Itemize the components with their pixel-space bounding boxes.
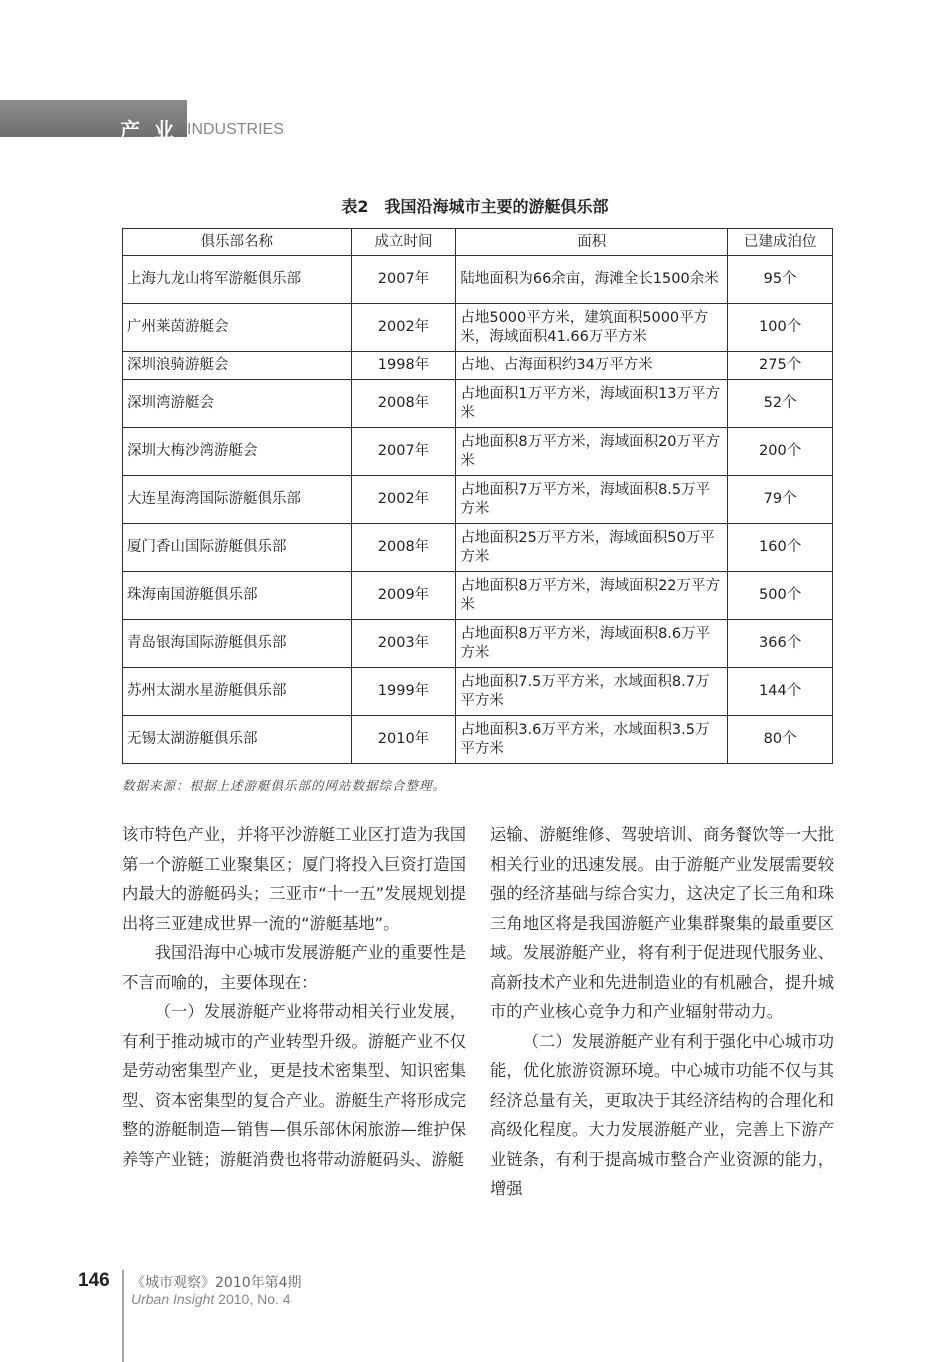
body-column-right [490,820,834,1204]
table-row [123,256,833,304]
column-header-area: 面积 [456,229,728,256]
club-berths: 100个 [728,304,833,352]
journal-title-en [131,1291,291,1307]
table-row [123,380,833,428]
club-area: 占地面积8万平方米，海域面积22万平方米 [456,572,728,620]
table-row [123,524,833,572]
club-name: 深圳浪骑游艇会 [123,352,352,380]
club-area: 占地5000平方米，建筑面积5000平方米，海域面积41.66万平方米 [456,304,728,352]
club-year: 2008年 [351,524,456,572]
club-area: 占地面积8万平方米，海域面积20万平方米 [456,428,728,476]
club-name: 苏州太湖水星游艇俱乐部 [123,668,352,716]
section-title-en: INDUSTRIES [187,121,284,138]
page-number: 146 [78,1270,110,1291]
club-berths: 200个 [728,428,833,476]
yacht-clubs-table [122,228,833,764]
club-year: 2010年 [351,716,456,764]
club-berths: 79个 [728,476,833,524]
club-name: 上海九龙山将军游艇俱乐部 [123,256,352,304]
table-header-row [123,229,833,256]
club-berths: 144个 [728,668,833,716]
club-year: 2009年 [351,572,456,620]
table-row [123,304,833,352]
body-column-left [122,820,466,1174]
footer-divider [122,1270,124,1362]
club-area: 占地面积7.5万平方米，水域面积8.7万平方米 [456,668,728,716]
club-year: 2002年 [351,476,456,524]
table-row [123,716,833,764]
body-paragraph: （二）发展游艇产业有利于强化中心城市功能，优化旅游资源环境。中心城市功能不仅与其经济总量有关，更取决于其经济结构的合理化和高级化程度。大力发展游艇产业，完善上下游产业链条，有利于提高城市整合产业资源的能力，增强 [490,1031,834,1198]
club-area: 占地面积3.6万平方米，水域面积3.5万平方米 [456,716,728,764]
section-title-cn: 产业 [120,118,188,142]
club-area: 陆地面积为66余亩，海滩全长1500余米 [456,256,728,304]
club-year: 2007年 [351,428,456,476]
club-berths: 80个 [728,716,833,764]
table-source-note: 数据来源：根据上述游艇俱乐部的网站数据综合整理。 [122,778,447,793]
club-berths: 366个 [728,620,833,668]
club-name: 广州莱茵游艇会 [123,304,352,352]
club-area: 占地面积1万平方米，海域面积13万平方米 [456,380,728,428]
column-header-name: 俱乐部名称 [123,229,352,256]
club-berths: 95个 [728,256,833,304]
club-year: 2008年 [351,380,456,428]
journal-title-cn: 《城市观察》2010年第4期 [131,1275,302,1291]
body-paragraph: 我国沿海中心城市发展游艇产业的重要性是不言而喻的，主要体现在： [122,943,466,992]
club-year: 1998年 [351,352,456,380]
club-year: 2003年 [351,620,456,668]
club-name: 无锡太湖游艇俱乐部 [123,716,352,764]
club-berths: 52个 [728,380,833,428]
table-title: 表2 我国沿海城市主要的游艇俱乐部 [341,197,609,216]
club-area: 占地面积7万平方米，海域面积8.5万平方米 [456,476,728,524]
journal-name-en: Urban Insight [131,1291,215,1307]
club-berths: 275个 [728,352,833,380]
body-paragraph: 该市特色产业，并将平沙游艇工业区打造为我国第一个游艇工业聚集区；厦门将投入巨资打造国内最大的游艇码头；三亚市“十一五”发展规划提出将三亚建成世界一流的“游艇基地”。 [122,825,466,933]
body-paragraph: （一）发展游艇产业将带动相关行业发展，有利于推动城市的产业转型升级。游艇产业不仅是劳动密集型产业，更是技术密集型、知识密集型、资本密集型的复合产业。游艇生产将形成完整的游艇制造—销售—俱乐部休闲旅游—维护保养等产业链；游艇消费也将带动游艇码头、游艇 [122,1002,466,1169]
column-header-year: 成立时间 [351,229,456,256]
table-row [123,668,833,716]
table-row [123,428,833,476]
club-area: 占地面积8万平方米，海域面积8.6万平方米 [456,620,728,668]
table-row [123,572,833,620]
club-year: 2002年 [351,304,456,352]
table-row [123,476,833,524]
club-year: 2007年 [351,256,456,304]
club-name: 深圳大梅沙湾游艇会 [123,428,352,476]
club-year: 1999年 [351,668,456,716]
column-header-berths: 已建成泊位 [728,229,833,256]
club-name: 大连星海湾国际游艇俱乐部 [123,476,352,524]
table-row [123,620,833,668]
club-name: 珠海南国游艇俱乐部 [123,572,352,620]
club-area: 占地面积25万平方米，海域面积50万平方米 [456,524,728,572]
club-berths: 160个 [728,524,833,572]
club-area: 占地、占海面积约34万平方米 [456,352,728,380]
club-name: 厦门香山国际游艇俱乐部 [123,524,352,572]
club-berths: 500个 [728,572,833,620]
journal-issue-en: 2010, No. 4 [214,1291,291,1307]
club-name: 青岛银海国际游艇俱乐部 [123,620,352,668]
club-name: 深圳湾游艇会 [123,380,352,428]
table-row [123,352,833,380]
body-paragraph: 运输、游艇维修、驾驶培训、商务餐饮等一大批相关行业的迅速发展。由于游艇产业发展需要较强的经济基础与综合实力，这决定了长三角和珠三角地区将是我国游艇产业集群聚集的最重要区域。发展游艇产业，将有利于促进现代服务业、高新技术产业和先进制造业的有机融合，提升城市的产业核心竞争力和产业辐射带动力。 [490,825,834,1021]
